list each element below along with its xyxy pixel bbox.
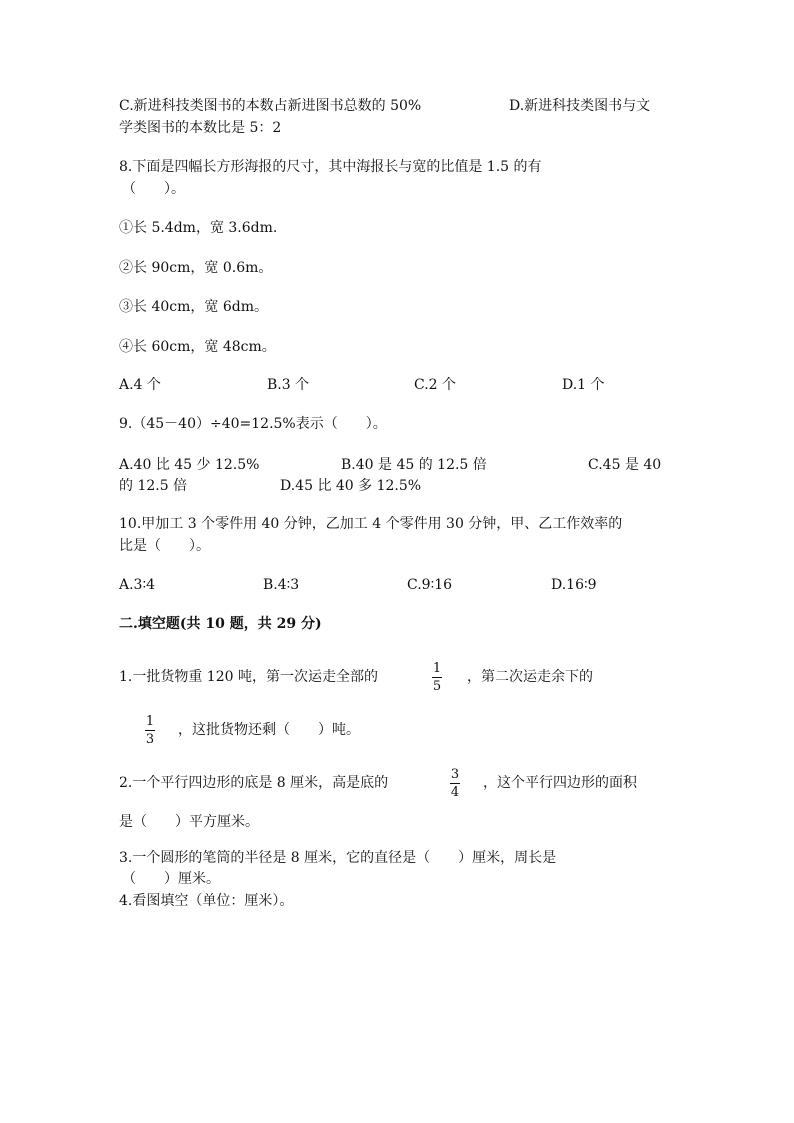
q7-option-d: D.新进科技类图书与文: [509, 98, 651, 114]
q8-option-b: B.3 个: [267, 377, 310, 393]
q9-option-c: C.45 是 40: [588, 457, 662, 473]
fill2-part2: ，这个平行四边形的面积: [483, 775, 637, 791]
fraction-numerator: 3: [450, 767, 460, 782]
q10-option-c: C.9∶16: [407, 577, 453, 593]
fill4-line1: 4.看图填空（单位：厘米）。: [119, 893, 294, 909]
fill1-fraction-1: [432, 661, 442, 694]
q8-option-d: D.1 个: [562, 377, 605, 393]
fraction-numerator: 1: [432, 661, 442, 676]
q8-item-2: ②长 90cm，宽 0.6m。: [119, 260, 273, 276]
fraction-denominator: 3: [145, 732, 155, 747]
q8-item-4: ④长 60cm，宽 48cm。: [119, 339, 276, 355]
q10-option-b: B.4∶3: [263, 577, 300, 593]
fill1-part2: ，第二次运走余下的: [467, 669, 593, 685]
fill1-part3: ，这批货物还剩（ ）吨。: [178, 722, 360, 738]
fill3-line1: 3.一个圆形的笔筒的半径是 8 厘米，它的直径是（ ）厘米，周长是: [119, 850, 557, 866]
fraction-numerator: 1: [145, 714, 155, 729]
q8-item-3: ③长 40cm，宽 6dm。: [119, 299, 268, 315]
q10-option-a: A.3∶4: [119, 577, 156, 593]
q8-option-a: A.4 个: [119, 377, 161, 393]
q9-option-c-continued: 的 12.5 倍: [119, 478, 188, 494]
fill2-part3: 是（ ）平方厘米。: [119, 814, 259, 830]
q8-paren: （ ）。: [122, 181, 185, 197]
q9-option-d: D.45 比 40 多 12.5%: [280, 478, 422, 494]
fraction-denominator: 5: [432, 679, 442, 694]
fill2-fraction: [450, 767, 460, 800]
fraction-bar: [450, 783, 460, 784]
q8-stem: 8.下面是四幅长方形海报的尺寸，其中海报长与宽的比值是 1.5 的有: [119, 159, 542, 175]
q7-option-d-continued: 学类图书的本数比是 5：2: [119, 120, 282, 136]
fraction-bar: [432, 677, 442, 678]
fill3-line2: （ ）厘米。: [122, 871, 220, 887]
q8-item-1: ①长 5.4dm，宽 3.6dm.: [119, 220, 278, 236]
q8-option-c: C.2 个: [414, 377, 457, 393]
q10-stem: 10.甲加工 3 个零件用 40 分钟，乙加工 4 个零件用 30 分钟，甲、乙工作效率的: [119, 516, 623, 532]
fill2-part1: 2.一个平行四边形的底是 8 厘米，高是底的: [119, 775, 389, 791]
q9-option-b: B.40 是 45 的 12.5 倍: [341, 457, 487, 473]
fill1-fraction-2: [145, 714, 155, 747]
q9-stem: 9.（45－40）÷40=12.5%表示（ ）。: [119, 416, 387, 432]
q10-stem-continued: 比是（ ）。: [119, 538, 210, 554]
fraction-denominator: 4: [450, 785, 460, 800]
q10-option-d: D.16∶9: [551, 577, 597, 593]
q7-option-c: C.新进科技类图书的本数占新进图书总数的 50%: [119, 98, 422, 114]
section-2-title: 二.填空题(共 10 题，共 29 分): [119, 616, 322, 632]
q9-option-a: A.40 比 45 少 12.5%: [119, 457, 260, 473]
fill1-part1: 1.一批货物重 120 吨，第一次运走全部的: [119, 669, 378, 685]
fraction-bar: [145, 730, 155, 731]
